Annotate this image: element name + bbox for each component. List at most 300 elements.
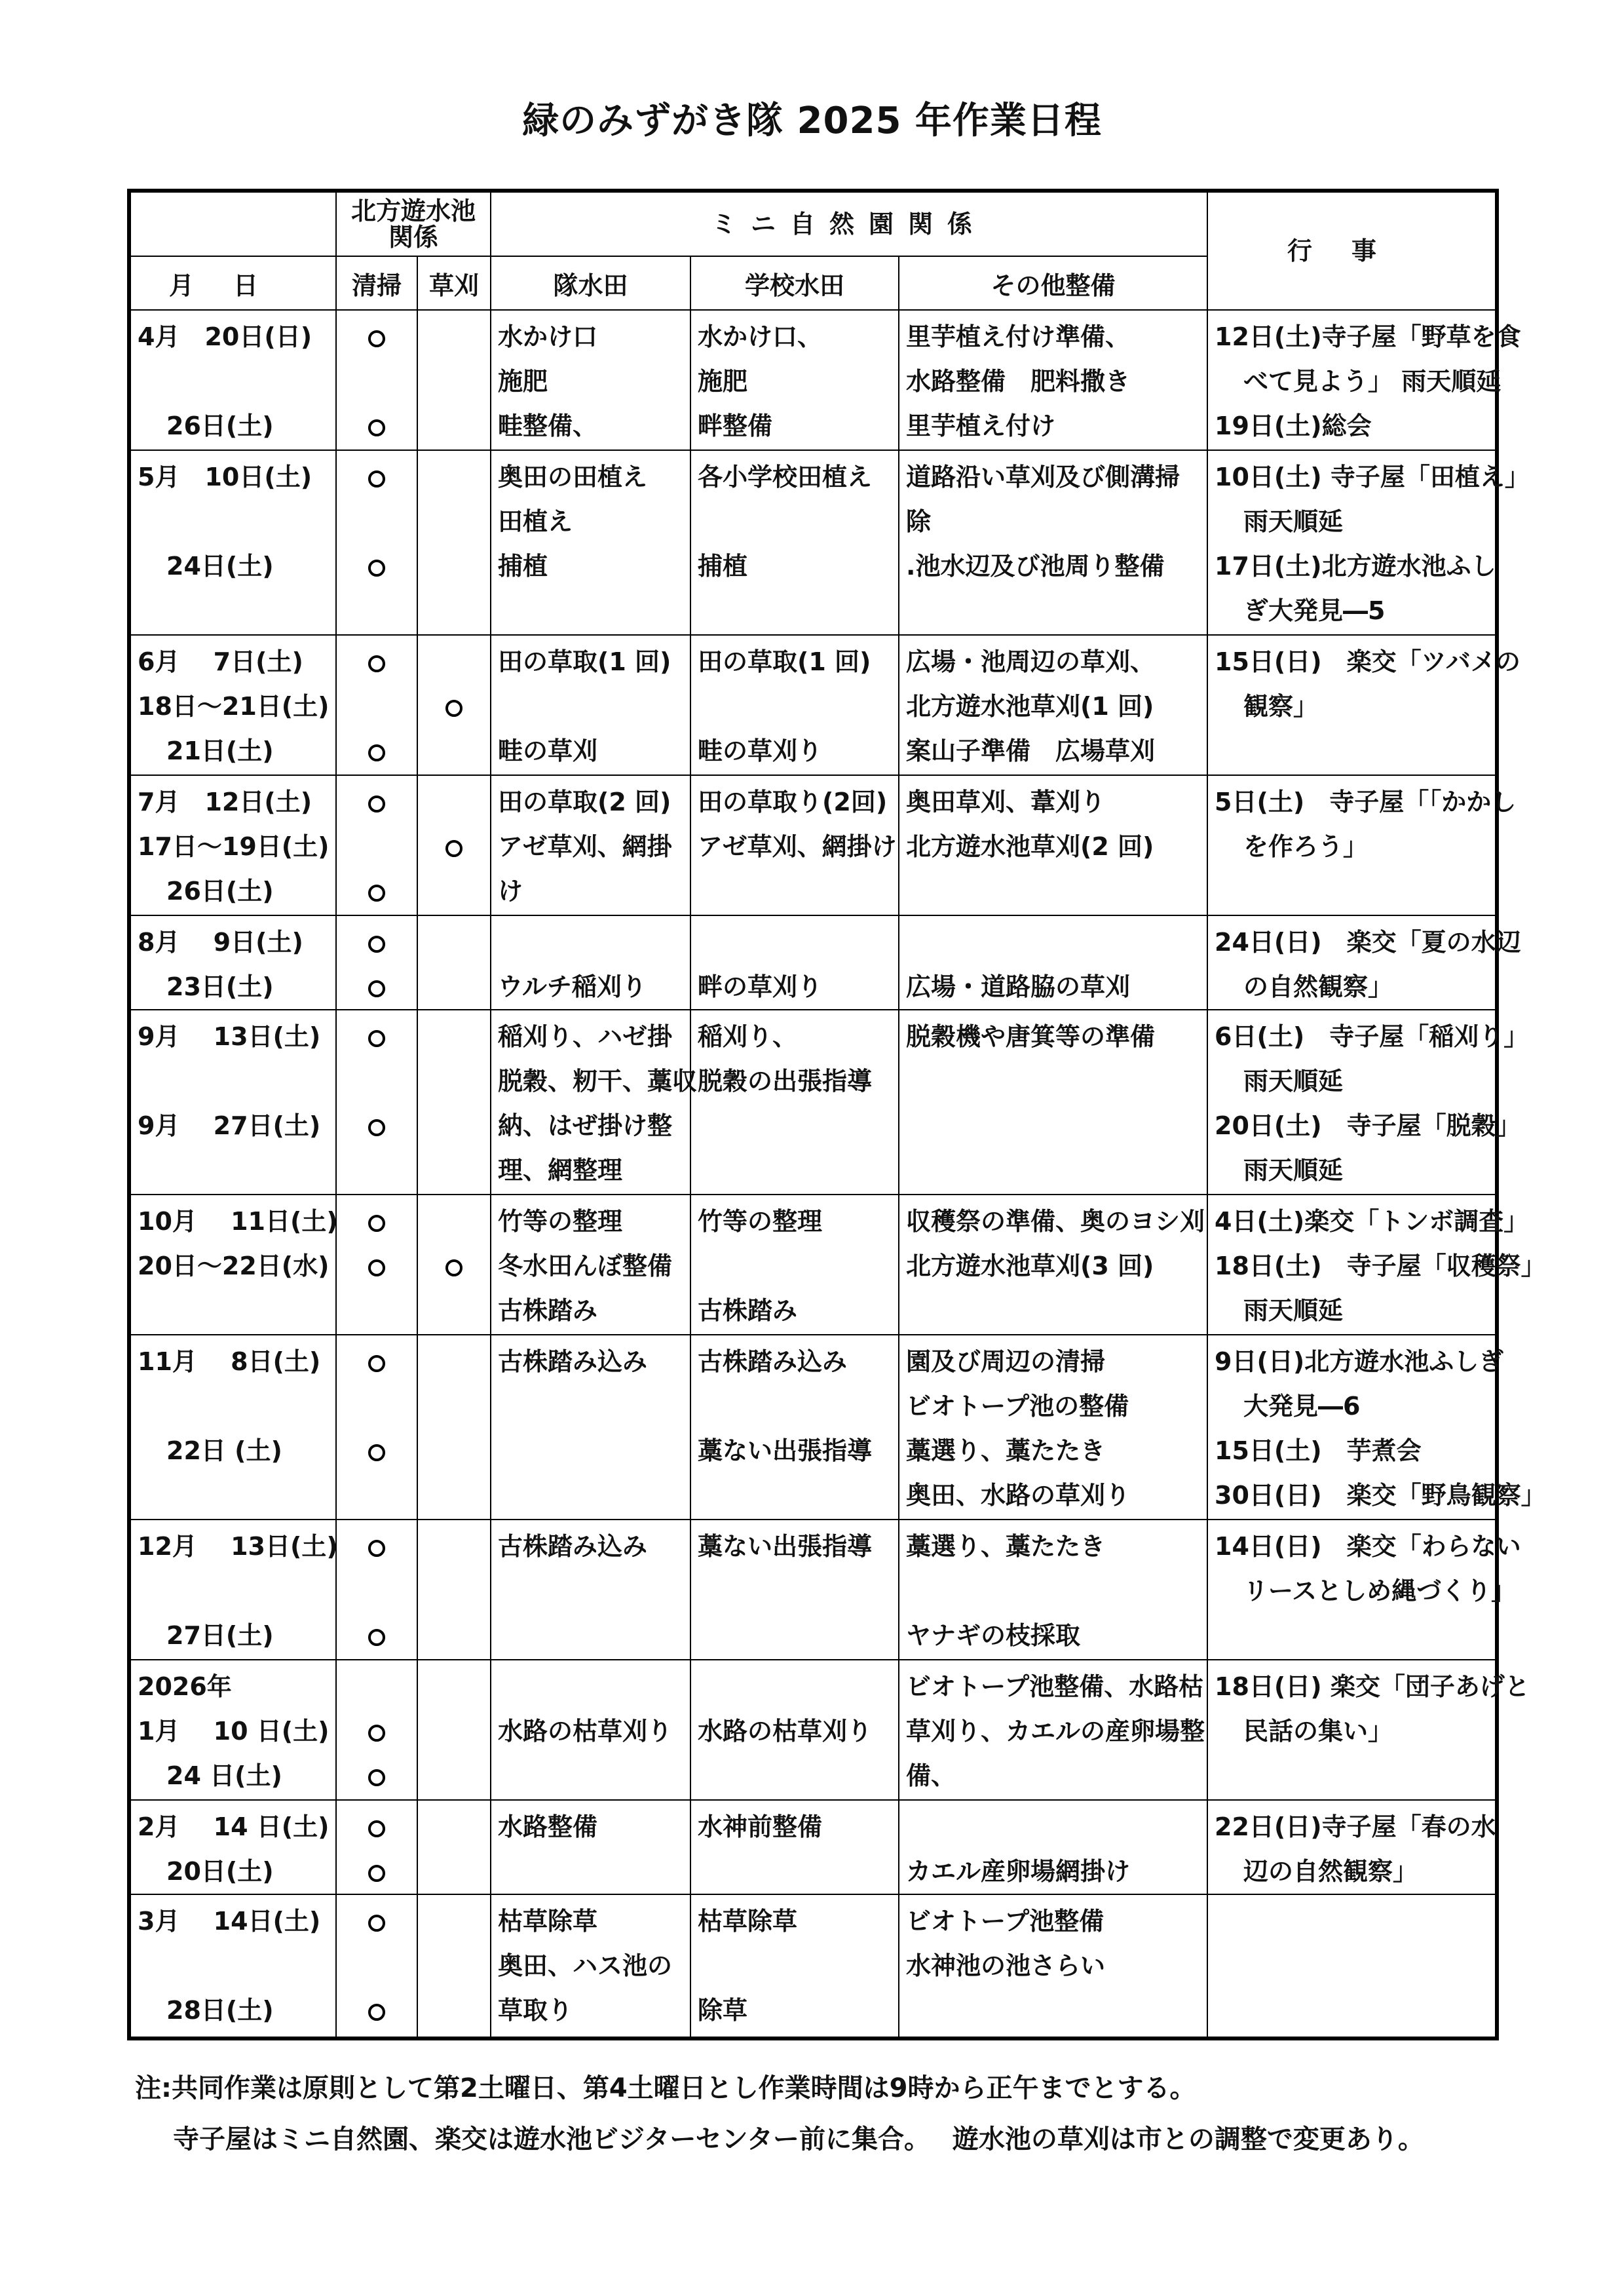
events-cell-line [1215,1753,1495,1798]
mowing-cell [417,1894,491,2038]
date-cell-line: 24日(土) [166,552,274,581]
cleaning-cell [336,915,417,1010]
events-cell-line [1215,1613,1495,1658]
events-cell-line [1215,1943,1495,1988]
notes [135,2063,1424,2165]
mowing-cell-slot [418,1524,490,1569]
circle-mark-icon [368,1030,385,1047]
cleaning-cell-slot [337,920,417,965]
team-paddy-cell [491,1660,690,1800]
other-cell-line: 除 [906,507,932,536]
circle-mark-icon [368,1820,385,1837]
events-cell-line: 大発見―6 [1243,1392,1361,1421]
mowing-cell-slot [418,1199,490,1244]
mowing-cell [417,915,491,1010]
date-cell-line: 26日(土) [166,877,274,906]
date-cell-line: 9月 13日(土) [138,1022,321,1051]
team-paddy-cell-line: 枯草除草 [498,1907,598,1936]
other-cell-line: 備、 [906,1761,956,1790]
cleaning-cell-slot [337,1199,417,1244]
mowing-cell-slot [418,1148,490,1193]
date-cell [129,1195,336,1335]
date-cell [129,635,336,775]
school-paddy-cell-line: 水路の枯草刈り [698,1717,873,1746]
other-cell-line [906,588,1207,633]
cleaning-cell-slot [337,869,417,913]
mowing-cell-slot [418,404,490,448]
mowing-cell-slot [418,455,490,499]
cleaning-cell-slot [337,1148,417,1193]
school-paddy-cell-line: 畔の草刈り [698,972,823,1001]
school-paddy-cell-line: 水かけ口、 [698,322,823,351]
school-paddy-cell-line [698,1244,898,1288]
other-cell-line: 草刈り、カエルの産卵場整 [906,1717,1205,1746]
date-cell-line: 12月 13日(土) [138,1532,338,1561]
school-paddy-cell-line [698,1613,898,1658]
team-paddy-cell [491,915,690,1010]
team-paddy-cell [491,310,690,450]
events-cell-line: の自然観察」 [1243,972,1393,1001]
team-paddy-cell-line: け [498,877,523,906]
school-paddy-cell-line: 除草 [698,1996,748,2025]
mowing-cell-slot [418,1059,490,1103]
school-paddy-cell-line: 稲刈り、 [698,1022,798,1051]
mowing-cell-slot [418,684,490,729]
other-cell [899,1520,1207,1660]
events-cell-line: リースとしめ縄づくり」 [1243,1577,1517,1605]
mowing-cell-slot [418,965,490,1009]
school-paddy-cell [690,1660,899,1800]
date-cell-line: 20日～22日(水) [138,1252,330,1280]
events-cell-line [1215,869,1495,913]
date-cell-line: 20日(土) [166,1857,274,1886]
team-paddy-cell-line: 草取り [498,1996,573,2025]
date-cell [129,310,336,450]
date-cell-line [138,1569,335,1613]
team-paddy-cell [491,1195,690,1335]
other-cell-line: ヤナギの枝採取 [906,1621,1081,1650]
circle-mark-icon [368,885,385,902]
mowing-cell-slot [418,869,490,913]
cleaning-cell [336,1335,417,1520]
cleaning-cell-slot [337,404,417,448]
other-cell [899,310,1207,450]
school-paddy-cell-line: 捕植 [698,552,748,581]
cleaning-cell [336,635,417,775]
events-cell-line: 4日(土)楽交「トンボ調査」 [1215,1207,1529,1236]
cleaning-cell-slot [337,729,417,773]
other-cell-line: ビオトープ池整備 [906,1907,1105,1936]
other-cell [899,635,1207,775]
events-cell-line: 観察」 [1243,692,1319,721]
team-paddy-cell-line: 脱穀、籾干、藁収 [498,1067,698,1096]
date-cell-line [138,1943,335,1988]
circle-mark-icon [368,1119,385,1136]
header-pond-line1: 北方遊水池 [351,197,476,225]
date-cell-line: 17日～19日(土) [138,832,330,861]
other-cell [899,915,1207,1010]
cleaning-cell-slot [337,588,417,633]
mowing-cell-slot [418,780,490,824]
cleaning-cell [336,450,417,635]
date-cell-line: 2月 14 日(土) [138,1812,330,1841]
events-cell-line: 14日(日) 楽交「わらない [1215,1532,1521,1561]
cleaning-cell [336,1520,417,1660]
date-cell-line: 10月 11日(土) [138,1207,338,1236]
date-cell [129,1894,336,2038]
other-cell-line: 水神池の池さらい [906,1951,1106,1980]
team-paddy-cell-line: 理、網整理 [498,1156,623,1185]
other-cell-line [906,1059,1207,1103]
team-paddy-cell-line: 畦整備、 [498,411,598,440]
header-nature-group: ミニ自然園関係 [491,191,1207,256]
events-cell-line: 18日(日) 楽交「団子あげと [1215,1672,1530,1701]
table-row [129,1894,1497,2038]
circle-mark-icon [368,1540,385,1557]
cleaning-cell-slot [337,1613,417,1658]
other-cell [899,450,1207,635]
school-paddy-cell-line: 竹等の整理 [698,1207,823,1236]
events-cell-line: を作ろう」 [1243,832,1369,861]
header-cleaning: 清掃 [336,256,417,310]
other-cell-line [906,920,1207,965]
other-cell-line: 水路整備 肥料撒き [906,367,1131,396]
cleaning-cell-slot [337,780,417,824]
date-cell-line: 23日(土) [166,972,274,1001]
school-paddy-cell-line [698,684,898,729]
other-cell-line: 北方遊水池草刈(1 回) [906,692,1154,721]
table-row [129,310,1497,450]
school-paddy-cell-line [698,1384,898,1428]
events-cell-line: 雨天順延 [1243,1156,1344,1185]
school-paddy-cell-line [698,1473,898,1518]
team-paddy-cell-line [498,920,690,965]
team-paddy-cell-line [498,1664,690,1709]
other-cell-line: 奥田草刈、葦刈り [906,788,1106,816]
other-cell-line: 脱穀機や唐箕等の準備 [906,1022,1156,1051]
events-cell-line: 雨天順延 [1243,1296,1344,1325]
schedule-body [129,310,1546,2038]
events-cell-line: 17日(土)北方遊水池ふし [1215,552,1496,581]
date-cell-line: 11月 8日(土) [138,1347,321,1376]
circle-mark-icon [368,936,385,953]
other-cell [899,1195,1207,1335]
other-cell [899,1800,1207,1894]
mowing-cell [417,635,491,775]
other-cell-line: 収穫祭の準備、奥のヨシ刈 [906,1207,1205,1236]
school-paddy-cell-line: 古株踏み込み [698,1347,848,1376]
events-cell-line: 辺の自然観察」 [1243,1857,1418,1886]
school-paddy-cell [690,450,899,635]
cleaning-cell-slot [337,1288,417,1333]
team-paddy-cell-line: 水路整備 [498,1812,598,1841]
school-paddy-cell [690,310,899,450]
mowing-cell-slot [418,920,490,965]
table-row [129,450,1497,635]
date-cell-line: 26日(土) [166,411,274,440]
team-paddy-cell-line: 古株踏み込み [498,1347,648,1376]
header-other: その他整備 [899,256,1207,310]
date-cell-line: 22日 (土) [166,1436,282,1465]
school-paddy-cell-line: 古株踏み [698,1296,798,1325]
date-cell [129,1335,336,1520]
header-date: 月日 [129,256,336,310]
table-row [129,1195,1497,1335]
page-title: 緑のみずがき隊 2025 年作業日程 [522,100,1102,142]
circle-mark-icon [368,330,385,347]
events-cell-line: 22日(日)寺子屋「春の水 [1215,1812,1496,1841]
mowing-cell-slot [418,1849,490,1894]
team-paddy-cell [491,1335,690,1520]
school-paddy-cell [690,635,899,775]
date-cell [129,1660,336,1800]
events-cell-line: 18日(土) 寺子屋「収穫祭」 [1215,1252,1546,1280]
team-paddy-cell-line: アゼ草刈、網掛 [498,832,672,861]
date-cell-line: 1月 10 日(土) [138,1717,330,1746]
date-cell-line: 8月 9日(土) [138,928,303,957]
team-paddy-cell-line: 古株踏み [498,1296,598,1325]
events-cell [1207,915,1521,1010]
cleaning-cell [336,310,417,450]
mowing-cell-slot [418,1339,490,1384]
school-paddy-cell-line [698,920,898,965]
team-paddy-cell-line [498,1753,690,1798]
events-cell-line: 20日(土) 寺子屋「脱穀」 [1215,1111,1521,1140]
events-cell-line: 30日(日) 楽交「野鳥観察」 [1215,1481,1546,1510]
events-cell [1207,1894,1497,2038]
mowing-cell-slot [418,1613,490,1658]
school-paddy-cell-line [698,588,898,633]
mowing-cell-slot [418,1014,490,1059]
events-cell-line: 民話の集い」 [1243,1717,1393,1746]
events-cell-line: 6日(土) 寺子屋「稲刈り」 [1215,1022,1529,1051]
school-paddy-cell [690,1520,899,1660]
circle-mark-icon [445,1259,463,1276]
date-cell-line: 2026年 [138,1672,232,1701]
team-paddy-cell-line: 田の草取(2 回) [498,788,671,816]
date-cell-line [138,1288,335,1333]
other-cell-line: 藁選り、藁たたき [906,1436,1106,1465]
events-cell-line: 19日(土)総会 [1215,411,1372,440]
table-row [129,1010,1497,1195]
mowing-cell-slot [418,1753,490,1798]
cleaning-cell-slot [337,1473,417,1518]
school-paddy-cell [690,915,899,1010]
date-cell-line: 6月 7日(土) [138,647,303,676]
other-cell-line [906,1148,1207,1193]
cleaning-cell-slot [337,1709,417,1753]
cleaning-cell-slot [337,1753,417,1798]
date-cell [129,1520,336,1660]
mowing-cell-slot [418,1384,490,1428]
events-cell-line: 12日(土)寺子屋「野草を食 [1215,322,1521,351]
other-cell-line: 広場・道路脇の草刈 [906,972,1131,1001]
table-row [129,1335,1497,1520]
circle-mark-icon [368,1915,385,1932]
events-cell [1207,635,1520,775]
mowing-cell-slot [418,1288,490,1333]
team-paddy-cell-line: 稲刈り、ハゼ掛 [498,1022,673,1051]
mowing-cell [417,1010,491,1195]
other-cell-line: 里芋植え付け準備、 [906,322,1131,351]
header-mowing: 草刈 [417,256,491,310]
events-cell [1207,310,1521,450]
mowing-cell-slot [418,729,490,773]
mowing-cell-slot [418,588,490,633]
school-paddy-cell-line: 田の草取(1 回) [698,647,871,676]
team-paddy-cell-line: 冬水田んぼ整備 [498,1252,673,1280]
date-cell-line: 28日(土) [166,1996,274,2025]
events-cell [1207,1660,1530,1800]
cleaning-cell-slot [337,1943,417,1988]
team-paddy-cell-line [498,588,690,633]
circle-mark-icon [445,840,463,857]
events-cell-line: 10日(土) 寺子屋「田植え」 [1215,463,1530,491]
events-cell-line: 雨天順延 [1243,507,1344,536]
team-paddy-cell-line: 納、はぜ掛け整 [498,1111,673,1140]
mowing-cell-slot [418,1805,490,1849]
team-paddy-cell-line [498,1384,690,1428]
other-cell-line: 案山子準備 広場草刈 [906,737,1156,765]
mowing-cell-slot [418,1988,490,2033]
cleaning-cell [336,1660,417,1800]
events-cell-line: 15日(日) 楽交「ツバメの [1215,647,1520,676]
circle-mark-icon [368,2004,385,2021]
team-paddy-cell-line: 水路の枯草刈り [498,1717,673,1746]
mowing-cell-slot [418,359,490,404]
mowing-cell [417,450,491,635]
events-cell-line: 雨天順延 [1243,1067,1344,1096]
other-cell-line: 広場・池周辺の草刈、 [906,647,1156,676]
mowing-cell-slot [418,824,490,869]
table-row [129,775,1497,915]
events-cell [1207,1335,1546,1520]
date-cell-line: 27日(土) [166,1621,274,1650]
other-cell [899,775,1207,915]
date-cell-line [138,1384,335,1428]
events-cell [1207,1010,1529,1195]
cleaning-cell-slot [337,1384,417,1428]
events-cell [1207,1800,1497,1894]
date-cell [129,915,336,1010]
mowing-cell-slot [418,1899,490,1943]
table-row [129,1660,1497,1800]
cleaning-cell [336,775,417,915]
events-cell-line: 5日(土) 寺子屋「「かかし [1215,788,1517,816]
school-paddy-cell-line: 枯草除草 [698,1907,798,1936]
school-paddy-cell-line: 各小学校田植え [698,463,873,491]
other-cell-line [906,1569,1207,1613]
team-paddy-cell [491,1800,690,1894]
date-cell-line: 21日(土) [166,737,274,765]
header-team-paddy: 隊水田 [491,256,690,310]
other-cell-line [906,1103,1207,1148]
team-paddy-cell-line: 水かけ口 [498,322,598,351]
school-paddy-cell-line: 施肥 [698,367,748,396]
other-cell-line: 北方遊水池草刈(3 回) [906,1252,1154,1280]
cleaning-cell-slot [337,640,417,684]
mowing-cell-slot [418,1428,490,1473]
date-cell-line: 4月 20日(日) [138,322,312,351]
school-paddy-cell-line [698,1569,898,1613]
school-paddy-cell [690,1195,899,1335]
school-paddy-cell [690,1800,899,1894]
school-paddy-cell-line: 水神前整備 [698,1812,823,1841]
header-events: 行事 [1207,191,1497,310]
school-paddy-cell-line: 畔整備 [698,411,773,440]
date-cell-line [138,1148,335,1193]
cleaning-cell [336,1894,417,2038]
team-paddy-cell-line [498,1569,690,1613]
school-paddy-cell-line: 藁ない出張指導 [698,1532,873,1561]
mowing-cell-slot [418,1664,490,1709]
mowing-cell-slot [418,1103,490,1148]
school-paddy-cell-line [698,499,898,544]
cleaning-cell-slot [337,1805,417,1849]
team-paddy-cell-line: 田植え [498,507,573,536]
cleaning-cell-slot [337,1103,417,1148]
team-paddy-cell [491,1894,690,2038]
mowing-cell-slot [418,499,490,544]
other-cell-line [906,1805,1207,1849]
mowing-cell-slot [418,640,490,684]
team-paddy-cell-line [498,1473,690,1518]
other-cell-line: ビオトープ池整備、水路枯 [906,1672,1204,1701]
team-paddy-cell-line: 竹等の整理 [498,1207,623,1236]
circle-mark-icon [368,980,385,997]
events-cell-line: ぎ大発見―5 [1243,596,1386,625]
circle-mark-icon [368,1444,385,1461]
date-cell-line: 24 日(土) [166,1761,282,1790]
cleaning-cell-slot [337,1059,417,1103]
events-cell-line: 24日(日) 楽交「夏の水辺 [1215,928,1521,957]
mowing-cell [417,1335,491,1520]
date-cell-line: 5月 10日(土) [138,463,312,491]
school-paddy-cell-line [698,1103,898,1148]
mowing-cell [417,1520,491,1660]
mowing-cell-slot [418,315,490,359]
school-paddy-cell-line: 脱穀の出張指導 [698,1067,873,1096]
circle-mark-icon [368,795,385,813]
cleaning-cell-slot [337,1244,417,1288]
team-paddy-cell-line: 奥田の田植え [498,463,648,491]
circle-mark-icon [368,1769,385,1786]
cleaning-cell [336,1010,417,1195]
mowing-cell [417,310,491,450]
date-cell-line [138,359,335,404]
mowing-cell-slot [418,1569,490,1613]
other-cell-line: 北方遊水池草刈(2 回) [906,832,1154,861]
events-cell-line [1215,1899,1495,1943]
circle-mark-icon [368,1355,385,1372]
header-pond-line2: 関係 [388,223,439,252]
school-paddy-cell-line: 藁ない出張指導 [698,1436,873,1465]
school-paddy-cell-line: アゼ草刈、網掛け [698,832,897,861]
date-cell-line [138,588,335,633]
events-cell [1207,775,1517,915]
team-paddy-cell-line [498,1613,690,1658]
date-cell [129,1010,336,1195]
team-paddy-cell [491,1520,690,1660]
header-pond-group [336,191,491,256]
date-cell [129,775,336,915]
other-cell-line [906,1288,1207,1333]
schedule-table [127,189,1546,2040]
circle-mark-icon [368,1629,385,1646]
note-line-1: 注:共同作業は原則として第2土曜日、第4土曜日とし作業時間は9時から正午までとする。 [135,2073,1196,2103]
date-cell-line [138,1473,335,1518]
team-paddy-cell-line: 田の草取(1 回) [498,647,671,676]
